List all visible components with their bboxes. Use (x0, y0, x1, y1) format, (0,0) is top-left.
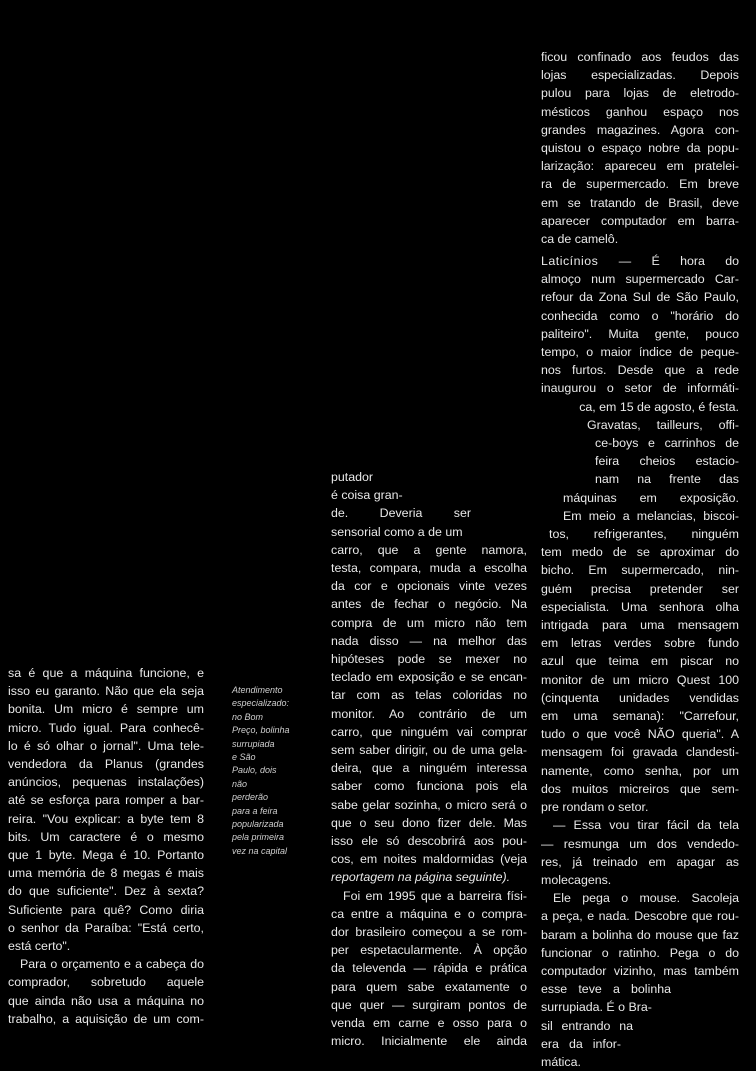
text-line: feira cheios estacio- (595, 454, 739, 469)
section-first-line-rest: — É hora do (618, 254, 739, 268)
text-line: Em meio a melancias, biscoi- (563, 508, 739, 523)
text-line: em uma semana): "Carrefour, (541, 709, 739, 724)
left-column (8, 664, 204, 1028)
text-line: per espetacularmente. À opção (331, 943, 527, 958)
text-line: mensagem foi gravada clandesti- (541, 745, 739, 760)
text-line: esse teve a bolinha (541, 982, 671, 997)
text-line: aparecer computador em barra- (541, 213, 739, 228)
section-first-line (541, 252, 739, 270)
text-line: ca entre a máquina e o compra- (331, 906, 527, 921)
text-line: guém precisa pretender ser (541, 581, 739, 596)
text-line: (cinquenta unidades vendidas (541, 690, 739, 705)
text-line: testa, compara, muda a escolha (331, 561, 527, 576)
middle-column (331, 468, 527, 1051)
text-line: em letras verdes sobre fundo (541, 636, 739, 651)
text-line: paliteiro". Muita gente, pouco (541, 326, 739, 341)
photo-caption (232, 684, 312, 858)
text-line: comprador, sobretudo aquele (8, 975, 204, 990)
text-line: compra de um micro não tem (331, 615, 527, 630)
text-line: azul que teima em piscar no (541, 654, 739, 669)
text-line: reportagem na página seguinte). (331, 870, 511, 885)
text-line: bonita. Um micro é sempre um (8, 702, 204, 717)
text-line: larização: apareceu em pratelei- (541, 159, 739, 174)
text-line: sabe gelar sozinha, o micro será o (331, 797, 527, 812)
caption-line: surrupiada (232, 738, 275, 749)
text-line: — resmunga um dos vendedo- (541, 836, 739, 851)
text-line: da televenda — rápida e prática (331, 961, 527, 976)
text-line: grandes magazines. Agora con- (541, 122, 739, 137)
text-line: até se esforça para romper a bar- (8, 793, 204, 808)
caption-line: perderão (232, 792, 269, 803)
text-line: o senhor da Paraíba: "Está certo, (8, 920, 204, 935)
text-line: Gravatas, tailleurs, offi- (587, 417, 739, 432)
text-line: conhecida como o "horário do (541, 308, 739, 323)
text-line: é coisa gran- (331, 488, 403, 503)
text-line: ficou confinado aos feudos das (541, 50, 739, 64)
text-line: isso eu garanto. Não que ela seja (8, 684, 204, 699)
text-line: lo é só olhar o jornal". Uma tele- (8, 738, 204, 753)
text-line: nam na frente das (595, 472, 739, 487)
text-line: sa é que a máquina funcione, e (8, 666, 204, 680)
text-line: que quer — surgiram pontos de (331, 997, 527, 1012)
text-line: Suficiente para quê? Como diria (8, 902, 204, 917)
text-line: funcionar o ratinho. Pega o do (541, 945, 739, 960)
text-line: mática. (541, 1054, 581, 1069)
text-line: trabalho, a aquisição de um com- (8, 1011, 204, 1026)
section-label: Laticínios (541, 254, 599, 268)
text-line: namente, como senha, por um (541, 763, 739, 778)
text-line: dor brasileiro começou a se rom- (331, 925, 527, 940)
text-line: quistou o espaço nobre da popu- (541, 141, 739, 156)
text-line: monitor de um micro Quest 100 (541, 672, 739, 687)
text-line: saber como funciona pois ela (331, 779, 527, 794)
text-line: baram a bolinha do mouse que faz (541, 927, 739, 942)
text-line: pre rondam o setor. (541, 800, 649, 815)
text-line: surrupiada. É o Bra- (541, 1000, 652, 1015)
caption-line: especializado: (232, 698, 290, 709)
caption-line: pela primeira (232, 832, 285, 843)
text-line: ca, em 15 de agosto, é festa. (579, 399, 739, 414)
text-line: do que suficiente". Dez à sexta? (8, 884, 204, 899)
caption-line: vez na capital (232, 845, 288, 856)
text-line: isso ele só descobrirá aos pou- (331, 834, 527, 849)
text-line: carro, que a gente namora, (331, 542, 527, 557)
text-line: cos, em noites maldormidas (veja (331, 852, 527, 867)
text-line: bits. Um caractere é o mesmo (8, 829, 204, 844)
text-line: vendedora da Planus (grandes (8, 757, 204, 772)
text-line: — Essa vou tirar fácil da tela (553, 818, 739, 833)
text-line: está certo". (8, 939, 71, 954)
caption-line: não (232, 778, 248, 789)
text-line: lojas especializadas. Depois (541, 68, 739, 83)
text-line: Ele pega o mouse. Sacoleja (553, 891, 739, 906)
text-line: Foi em 1995 que a barreira físi- (343, 888, 527, 903)
text-line: monitor. Ao contrário de um (331, 706, 527, 721)
caption-line: no Bom (232, 711, 264, 722)
text-line: em se tratando de Brasil, deve (541, 195, 739, 210)
text-line: venda em carne e osso para o (331, 1016, 527, 1031)
text-line: hipóteses pode se mexer no (331, 652, 527, 667)
text-line: da cor e opcionais vinte vezes (331, 579, 527, 594)
text-line: res, já treinado em apagar as (541, 854, 739, 869)
caption-line: Paulo, dois (232, 765, 277, 776)
text-line: ce-boys e carrinhos de (595, 436, 739, 451)
text-line: nos furtos. Desde que a rede (541, 363, 739, 378)
text-line: especialista. Uma senhora olha (541, 599, 739, 614)
text-line: reira. "Vou explicar: a byte tem 8 (8, 811, 204, 826)
text-line: tem medo de se aproximar do (541, 545, 739, 560)
text-line: carro, que ninguém vai comprar (331, 724, 527, 739)
text-line: inaugurou o setor de informáti- (541, 381, 739, 396)
text-line: anúncios, pequenas instalações) (8, 775, 204, 790)
text-line: uma memória de 8 megas é mais (8, 866, 204, 881)
text-line: ca de camelô. (541, 232, 619, 247)
text-line: refour da Zona Sul de São Paulo, (541, 290, 739, 305)
text-line: tar com as telas coloridas no (331, 688, 527, 703)
text-line: molecagens. (541, 872, 612, 887)
text-line: ra de supermercado. Em breve (541, 177, 739, 192)
caption-line: Preço, bolinha (232, 725, 290, 736)
caption-line: popularizada (232, 819, 284, 830)
text-line: computador vizinho, mas também (541, 963, 739, 978)
caption-line: e São (232, 752, 256, 763)
text-line: a peça, e nada. Descobre que rou- (541, 909, 739, 924)
text-line: de. Deveria ser (331, 506, 471, 521)
text-line: que 1 byte. Mega é 10. Portanto (8, 848, 204, 863)
text-line: putador (331, 470, 374, 484)
text-line: tempo, o maior índice de peque- (541, 345, 739, 360)
right-column-bottom (541, 252, 739, 1071)
text-line: micro. Tudo igual. Para conhecê- (8, 720, 204, 735)
text-line: tos, refrigerantes, ninguém (549, 527, 739, 542)
text-line: para quem sabe exatamente o (331, 979, 527, 994)
text-line: sil entrando na (541, 1018, 633, 1033)
text-line: deira, que a ninguém interessa (331, 761, 527, 776)
text-line: nada disso — na melhor das (331, 633, 527, 648)
text-line: que o seu dono fizer dele. Mas (331, 815, 527, 830)
text-line: dos muitos micreiros que sem- (541, 781, 739, 796)
text-line: Para o orçamento e a cabeça do (20, 957, 204, 972)
caption-line: Atendimento (232, 685, 283, 695)
text-line: antes de fechar o negócio. Na (331, 597, 527, 612)
text-line: almoço num supermercado Car- (541, 272, 739, 287)
text-line: micro. Inicialmente ele ainda (331, 1034, 527, 1049)
text-line: teclado em exposição e se encan- (331, 670, 527, 685)
text-line: era da infor- (541, 1036, 621, 1051)
text-line: tudo o que você NÃO queria". A (541, 727, 739, 742)
text-line: bicho. Em supermercado, nin- (541, 563, 739, 578)
text-line: sem saber dirigir, ou de uma gela- (331, 743, 527, 758)
text-line: sensorial como a de um (331, 524, 463, 539)
text-line: máquinas em exposição. (563, 490, 739, 505)
text-line: que ainda não usa a máquina no (8, 993, 204, 1008)
text-line: intrigada para uma mensagem (541, 618, 739, 633)
right-column-top (541, 48, 739, 248)
text-line: pulou para lojas de eletrodo- (541, 86, 739, 101)
text-line: mésticos ganhou espaço nos (541, 104, 739, 119)
caption-line: para a feira (232, 805, 278, 816)
